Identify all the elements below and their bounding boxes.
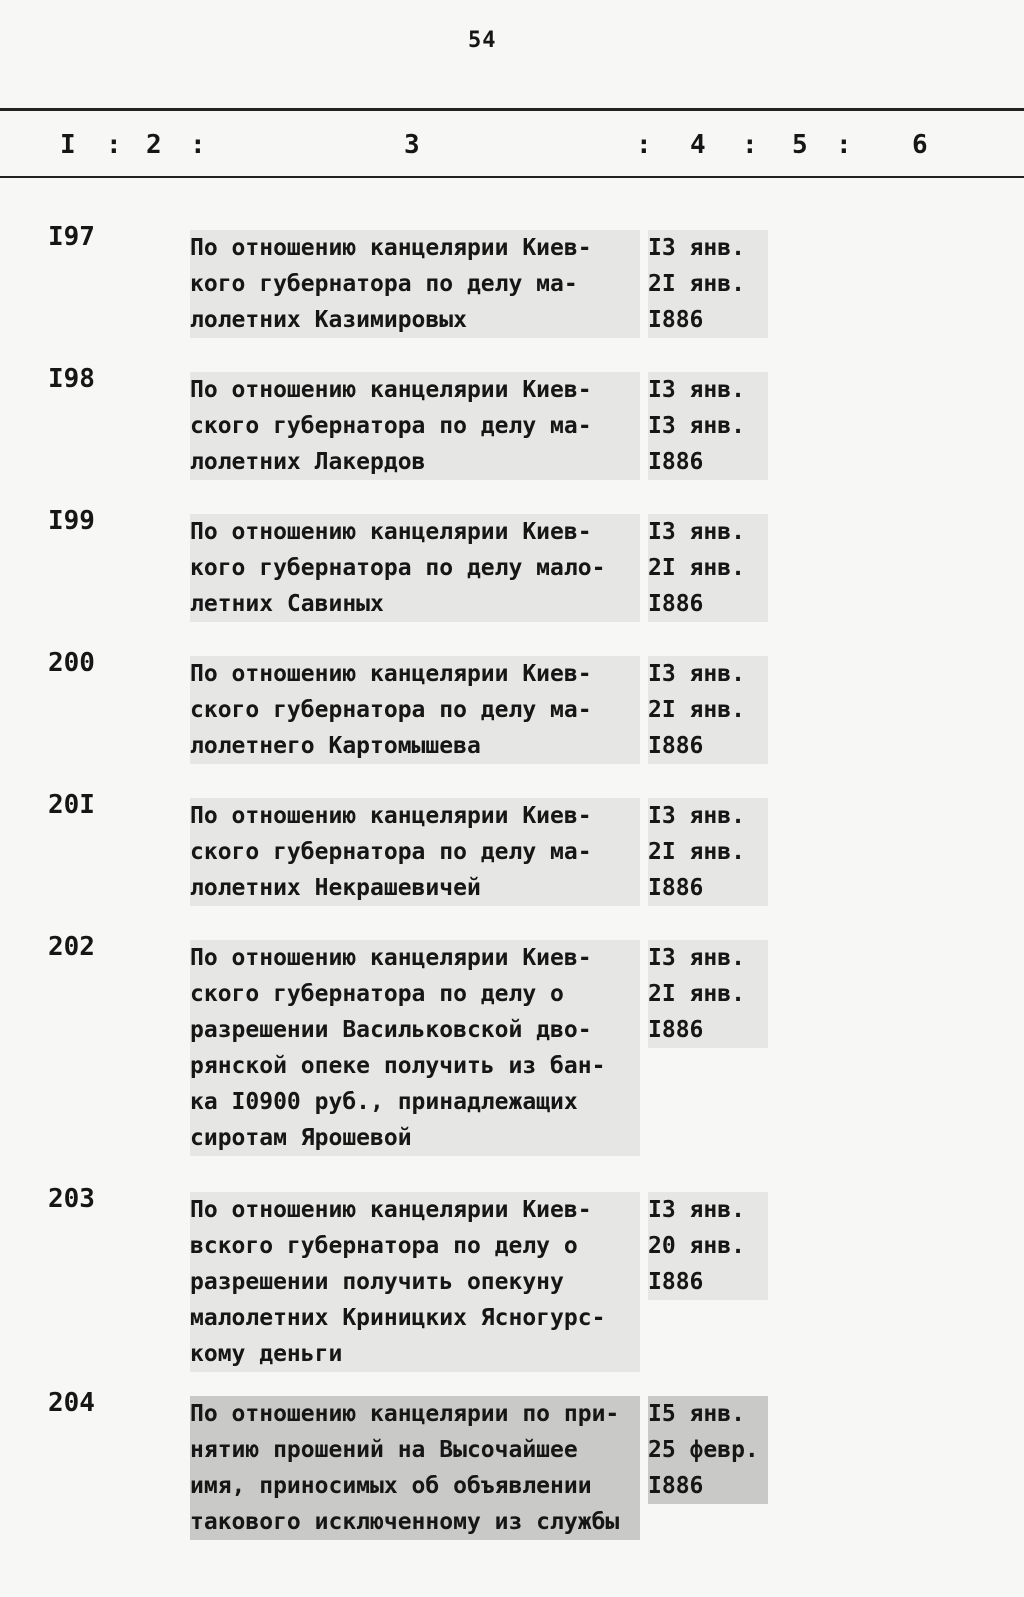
- entry-dates: [648, 798, 768, 906]
- entry-end-date: 2I янв.: [648, 839, 745, 865]
- entry-text-line: вского губернатора по делу о: [190, 1233, 578, 1259]
- entry-dates: [648, 1396, 768, 1504]
- entry-text-line: кому деньги: [190, 1341, 343, 1367]
- entry-year: I886: [648, 1017, 704, 1043]
- column-header-2: 2: [146, 130, 162, 160]
- entry-text-line: По отношению канцелярии Киев-: [190, 945, 592, 971]
- column-header-3: 3: [404, 130, 420, 160]
- entry-end-date: 25 февр.: [648, 1437, 759, 1463]
- entry-text-line: рянской опеке получить из бан-: [190, 1053, 606, 1079]
- entry-text-line: По отношению канцелярии по при-: [190, 1401, 620, 1427]
- entry-text-line: ского губернатора по делу ма-: [190, 697, 592, 723]
- entry-text-line: По отношению канцелярии Киев-: [190, 235, 592, 261]
- column-header-4: 4: [690, 130, 706, 160]
- entry-text-line: По отношению канцелярии Киев-: [190, 1197, 592, 1223]
- entry-start-date: I3 янв.: [648, 235, 745, 261]
- entry-text-line: имя, приносимых об объявлении: [190, 1473, 592, 1499]
- entry-year: I886: [648, 449, 704, 475]
- column-header-1: I: [60, 130, 76, 160]
- entry-text-line: сиротам Ярошевой: [190, 1125, 412, 1151]
- entry-start-date: I3 янв.: [648, 1197, 745, 1223]
- entry-start-date: I5 янв.: [648, 1401, 745, 1427]
- entry-text-line: кого губернатора по делу ма-: [190, 271, 578, 297]
- entry-start-date: I3 янв.: [648, 803, 745, 829]
- entry-text-line: разрешении Васильковской дво-: [190, 1017, 592, 1043]
- entry-dates: [648, 940, 768, 1048]
- header-rule-top: [0, 108, 1024, 111]
- entry-number: 20I: [48, 790, 95, 820]
- entry-dates: [648, 514, 768, 622]
- entry-dates: [648, 1192, 768, 1300]
- entry-text-line: разрешении получить опекуну: [190, 1269, 564, 1295]
- entry-end-date: 20 янв.: [648, 1233, 745, 1259]
- entry-end-date: 2I янв.: [648, 271, 745, 297]
- entry-start-date: I3 янв.: [648, 519, 745, 545]
- entry-text-line: По отношению канцелярии Киев-: [190, 377, 592, 403]
- entry-dates: [648, 372, 768, 480]
- entry-text-line: По отношению канцелярии Киев-: [190, 661, 592, 687]
- entry-text-line: По отношению канцелярии Киев-: [190, 519, 592, 545]
- entry-year: I886: [648, 1473, 704, 1499]
- entry-text-line: ка I0900 руб., принадлежащих: [190, 1089, 578, 1115]
- entry-start-date: I3 янв.: [648, 661, 745, 687]
- entry-end-date: 2I янв.: [648, 981, 745, 1007]
- header-rule-bottom: [0, 176, 1024, 178]
- entry-text-line: ского губернатора по делу ма-: [190, 839, 592, 865]
- entry-text-line: лолетних Некрашевичей: [190, 875, 481, 901]
- entry-text-line: По отношению канцелярии Киев-: [190, 803, 592, 829]
- entry-text-line: летних Савиных: [190, 591, 384, 617]
- entry-text-line: ского губернатора по делу ма-: [190, 413, 592, 439]
- column-separator: :: [106, 130, 122, 160]
- entry-description: [190, 1192, 640, 1372]
- entry-dates: [648, 656, 768, 764]
- entry-year: I886: [648, 591, 704, 617]
- entry-description: [190, 514, 640, 622]
- entry-description: [190, 230, 640, 338]
- entry-number: I99: [48, 506, 95, 536]
- entry-start-date: I3 янв.: [648, 377, 745, 403]
- column-header-6: 6: [912, 130, 928, 160]
- entry-text-line: лолетних Лакердов: [190, 449, 426, 475]
- entry-year: I886: [648, 1269, 704, 1295]
- entry-number: 203: [48, 1184, 95, 1214]
- entry-text-line: кого губернатора по делу мало-: [190, 555, 606, 581]
- entry-text-line: ского губернатора по делу о: [190, 981, 564, 1007]
- entry-end-date: 2I янв.: [648, 697, 745, 723]
- entry-description: [190, 656, 640, 764]
- column-separator: :: [190, 130, 206, 160]
- entry-description: [190, 1396, 640, 1540]
- entry-description: [190, 372, 640, 480]
- entry-description: [190, 940, 640, 1156]
- column-separator: :: [636, 130, 652, 160]
- entry-number: I97: [48, 222, 95, 252]
- entry-year: I886: [648, 733, 704, 759]
- column-header-5: 5: [792, 130, 808, 160]
- entry-text-line: малолетних Криницких Ясногурс-: [190, 1305, 606, 1331]
- entry-dates: [648, 230, 768, 338]
- column-separator: :: [836, 130, 852, 160]
- entry-year: I886: [648, 875, 704, 901]
- column-separator: :: [742, 130, 758, 160]
- entry-number: 202: [48, 932, 95, 962]
- entry-year: I886: [648, 307, 704, 333]
- entry-end-date: I3 янв.: [648, 413, 745, 439]
- entry-text-line: нятию прошений на Высочайшее: [190, 1437, 578, 1463]
- entry-start-date: I3 янв.: [648, 945, 745, 971]
- entry-text-line: лолетнего Картомышева: [190, 733, 481, 759]
- entry-end-date: 2I янв.: [648, 555, 745, 581]
- entry-text-line: лолетних Казимировых: [190, 307, 467, 333]
- column-headers: [0, 130, 1024, 166]
- entry-description: [190, 798, 640, 906]
- entry-number: 204: [48, 1388, 95, 1418]
- page-number: 54: [468, 28, 497, 53]
- entry-number: I98: [48, 364, 95, 394]
- entry-number: 200: [48, 648, 95, 678]
- entry-text-line: такового исключенному из службы: [190, 1509, 620, 1535]
